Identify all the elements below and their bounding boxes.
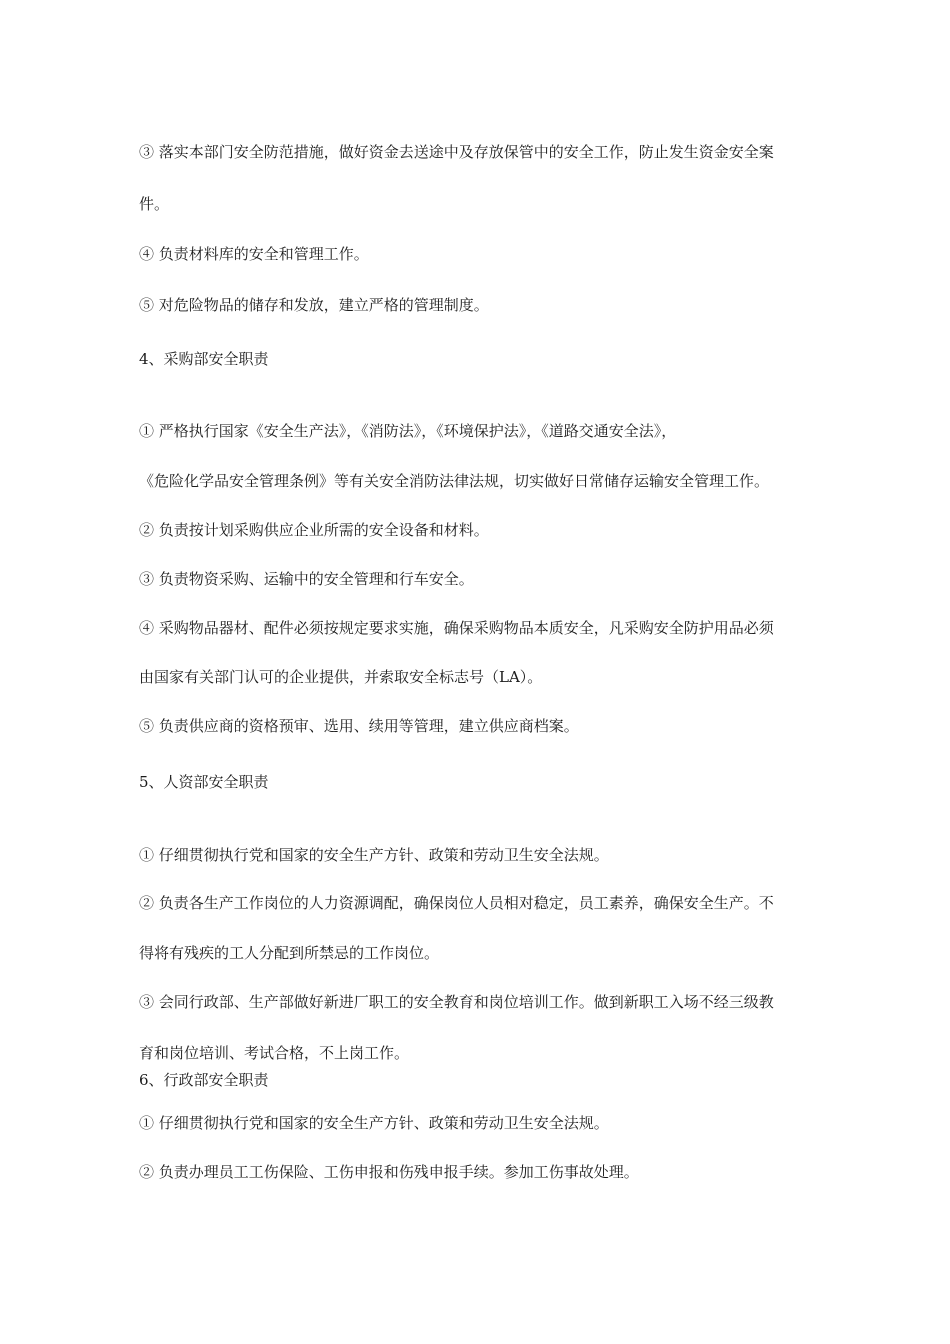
paragraph-line: ③ 会同行政部、生产部做好新进厂职工的安全教育和岗位培训工作。做到新职工入场不经三级教 [139, 993, 774, 1011]
paragraph-line: ④ 负责材料库的安全和管理工作。 [139, 245, 369, 263]
paragraph-line: ③ 负责物资采购、运输中的安全管理和行车安全。 [139, 570, 474, 588]
paragraph-line: ① 仔细贯彻执行党和国家的安全生产方针、政策和劳动卫生安全法规。 [139, 1114, 609, 1132]
paragraph-line: 得将有残疾的工人分配到所禁忌的工作岗位。 [139, 944, 440, 962]
paragraph-line: ⑤ 负责供应商的资格预审、选用、续用等管理，建立供应商档案。 [139, 717, 579, 735]
section-heading: 4、采购部安全职责 [139, 350, 269, 368]
paragraph-line: ② 负责各生产工作岗位的人力资源调配，确保岗位人员相对稳定，员工素养，确保安全生产。不 [139, 894, 774, 912]
section-heading: 5、人资部安全职责 [139, 773, 269, 791]
paragraph-line: 由国家有关部门认可的企业提供，并索取安全标志号（LA）。 [139, 668, 543, 686]
paragraph-line: ① 严格执行国家《安全生产法》，《消防法》，《环境保护法》，《道路交通安全法》， [139, 422, 677, 440]
paragraph-line: 育和岗位培训、考试合格，不上岗工作。 [139, 1044, 410, 1062]
paragraph-line: ④ 采购物品器材、配件必须按规定要求实施，确保采购物品本质安全，凡采购安全防护用品必须 [139, 619, 774, 637]
paragraph-line: ① 仔细贯彻执行党和国家的安全生产方针、政策和劳动卫生安全法规。 [139, 846, 609, 864]
paragraph-line: ② 负责按计划采购供应企业所需的安全设备和材料。 [139, 521, 489, 539]
section-heading: 6、行政部安全职责 [139, 1071, 269, 1089]
paragraph-line: 《危险化学品安全管理条例》等有关安全消防法律法规，切实做好日常储存运输安全管理工作。 [139, 472, 770, 490]
paragraph-line: 件。 [139, 195, 170, 213]
paragraph-line: ③ 落实本部门安全防范措施，做好资金去送途中及存放保管中的安全工作，防止发生资金安全案 [139, 143, 774, 161]
paragraph-line: ⑤ 对危险物品的储存和发放，建立严格的管理制度。 [139, 296, 489, 314]
paragraph-line: ② 负责办理员工工伤保险、工伤申报和伤残申报手续。参加工伤事故处理。 [139, 1163, 639, 1181]
